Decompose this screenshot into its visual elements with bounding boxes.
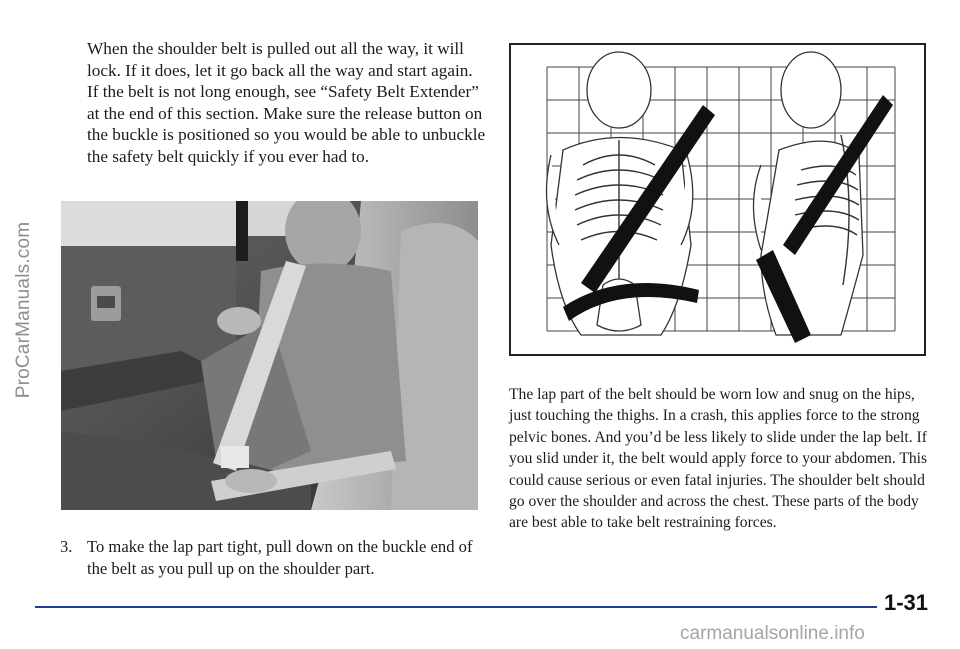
seat-belt-photo-illustration <box>61 201 478 510</box>
seat-belt-photo <box>61 201 478 510</box>
footer-rule <box>35 606 877 608</box>
intro-paragraph: When the shoulder belt is pulled out all the way, it will lock. If it does, let it go back all the way and start again. If the belt is not long enough, see “Safety Belt Extender” at the end of this section. Make sure the release button on the buckle is positioned so you would be able to unbuckle the safety belt quickly if you ever had to. <box>87 39 486 166</box>
skeleton-belt-diagram <box>509 43 926 356</box>
step-3 <box>60 536 480 580</box>
explanation-paragraph: The lap part of the belt should be worn low and snug on the hips, just touching the thighs. In a crash, this applies force to the strong pelvic bones. And you’d be less likely to slide under the lap belt. If you slid under it, the belt would apply force to your abdomen. This could cause serious or even fatal injuries. The shoulder belt should go over the shoulder and across the chest. These parts of the body are best able to take belt restraining forces. <box>509 386 928 532</box>
step-text: To make the lap part tight, pull down on the buckle end of the belt as you pull up on the shoulder part. <box>87 537 473 578</box>
side-watermark <box>2 160 46 460</box>
footer-watermark: carmanualsonline.info <box>680 623 865 644</box>
side-watermark-text: ProCarManuals.com <box>13 221 34 399</box>
step-number: 3. <box>60 537 73 556</box>
page-number: 1-31 <box>884 590 929 615</box>
skeleton-diagram-illustration <box>511 45 924 354</box>
